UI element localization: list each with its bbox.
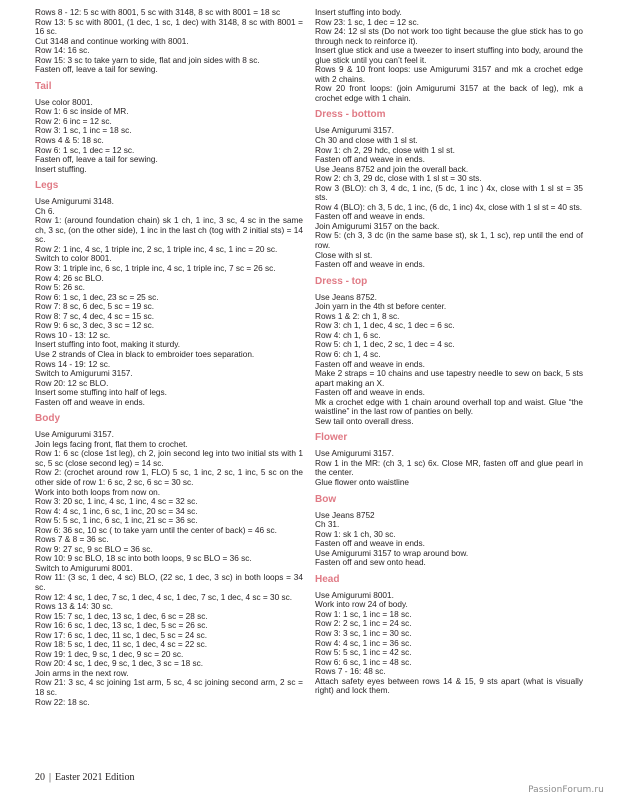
tail-row-3: Row 3: 1 sc, 1 inc = 18 sc.: [35, 126, 132, 136]
body-row-1: Row 1: 6 sc (close 1st leg), ch 2, join second leg into two initial sts with 1 sc, 5 sc (close second leg) = 14 sc.: [35, 449, 303, 468]
bow-fasten: Fasten off and weave in ends.: [315, 539, 425, 549]
bow-sew: Fasten off and sew onto head.: [315, 558, 426, 568]
head-work-row: Work into row 24 of body.: [315, 600, 408, 610]
dress-bottom-color: Use Amigurumi 3157.: [315, 126, 394, 136]
body-row-19: Row 19: 1 dec, 9 sc, 1 dec, 9 sc = 20 sc.: [35, 649, 184, 659]
heading-body: Body: [35, 413, 60, 425]
legs-row-8: Row 8: 7 sc, 4 dec, 4 sc = 15 sc.: [35, 311, 154, 321]
tail-rows-4-5: Rows 4 & 5: 18 sc.: [35, 136, 104, 146]
head-row-5: Row 5: 5 sc, 1 inc = 42 sc.: [315, 648, 412, 658]
body-switch-8001: Switch to Amigurumi 8001.: [35, 563, 133, 573]
tail-color: Use color 8001.: [35, 97, 93, 107]
body-row-4: Row 4: 4 sc, 1 inc, 6 sc, 1 inc, 20 sc = 34 sc.: [35, 506, 198, 516]
body-head-row-15: Row 15: 3 sc to take yarn to side, flat and join sides with 8 sc.: [35, 55, 260, 65]
body-glue-stick: Insert glue stick and use a tweezer to insert stuffing into body, around the glue stick until you can’t feel it.: [315, 46, 583, 65]
legs-switch-8001: Switch to color 8001.: [35, 254, 112, 264]
tail-stuffing: Insert stuffing.: [35, 164, 87, 174]
body-row-6: Row 6: 36 sc, 10 sc ( to take yarn until the center of back) = 46 sc.: [35, 525, 277, 535]
head-row-1: Row 1: 1 sc, 1 inc = 18 sc.: [315, 609, 412, 619]
dress-bottom-row-1: Row 1: ch 2, 29 hdc, close with 1 sl st.: [315, 145, 455, 155]
body-row-20: Row 20: 4 sc, 1 dec, 9 sc, 1 dec, 3 sc = 18 sc.: [35, 659, 204, 669]
body-rows-7-8: Rows 7 & 8 = 36 sc.: [35, 535, 109, 545]
dress-top-edge: Mk a crochet edge with 1 chain around overhall top and waist. Glue “the waistline” in the last row of panties on belly.: [315, 397, 583, 417]
flower-color: Use Amigurumi 3157.: [315, 449, 394, 459]
legs-row-9: Row 9: 6 sc, 3 dec, 3 sc = 12 sc.: [35, 321, 154, 331]
legs-switch-3157: Switch to Amigurumi 3157.: [35, 369, 133, 379]
heading-tail: Tail: [35, 80, 52, 92]
dress-bottom-fasten-2: Fasten off and weave in ends.: [315, 212, 425, 222]
edition-label: Easter 2021 Edition: [55, 772, 135, 783]
tail-row-2: Row 2: 6 inc = 12 sc.: [35, 116, 112, 126]
dress-top-color: Use Jeans 8752.: [315, 292, 377, 302]
dress-top-row-3: Row 3: ch 1, 1 dec, 4 sc, 1 dec = 6 sc.: [315, 321, 455, 331]
right-column: [315, 8, 583, 696]
body-row-10: Row 10: 9 sc BLO, 18 sc into both loops, 9 sc BLO = 36 sc.: [35, 554, 252, 564]
dress-top-row-4: Row 4: ch 1, 6 sc.: [315, 330, 381, 340]
body-insert-stuffing: Insert stuffing into body.: [315, 8, 402, 17]
head-color: Use Amigurumi 8001.: [315, 590, 394, 600]
body-head-fasten: Fasten off, leave a tail for sewing.: [35, 65, 158, 75]
body-row-11: Row 11: (3 sc, 1 dec, 4 sc) BLO, (22 sc, 1 dec, 3 sc) in both loops = 34 sc.: [35, 573, 303, 592]
body-join: Join legs facing front, flat them to crochet.: [35, 439, 188, 449]
legs-row-4: Row 4: 26 sc BLO.: [35, 273, 104, 283]
legs-stuffing-half: Insert some stuffing into half of legs.: [35, 388, 167, 398]
head-row-3: Row 3: 3 sc, 1 inc = 30 sc.: [315, 628, 412, 638]
body-join-arms: Join arms in the next row.: [35, 668, 129, 678]
bow-ch: Ch 31.: [315, 520, 340, 530]
head-rows-7-16: Rows 7 - 16: 48 sc.: [315, 667, 386, 677]
legs-ch: Ch 6.: [35, 206, 55, 216]
body-head-cut: Cut 3148 and continue working with 8001.: [35, 36, 189, 46]
dress-bottom-close: Close with sl st.: [315, 250, 373, 260]
body-head-row-13: Row 13: 5 sc with 8001, (1 dec, 1 sc, 1 dec) with 3148, 8 sc with 8001 = 16 sc.: [35, 17, 303, 37]
dress-top-fasten-2: Fasten off and weave in ends.: [315, 388, 425, 398]
body-row-3: Row 3: 20 sc, 1 inc, 4 sc, 1 inc, 4 sc = 32 sc.: [35, 497, 198, 507]
left-column: [35, 8, 303, 707]
body-row-23: Row 23: 1 sc, 1 dec = 12 sc.: [315, 17, 419, 27]
body-head-rows-8-12: Rows 8 - 12: 5 sc with 8001, 5 sc with 3148, 8 sc with 8001 = 18 sc: [35, 8, 281, 17]
legs-color: Use Amigurumi 3148.: [35, 197, 114, 207]
heading-flower: Flower: [315, 432, 348, 444]
dress-bottom-jeans: Use Jeans 8752 and join the overall back.: [315, 164, 469, 174]
body-row-24: Row 24: 12 sl sts (Do not work too tight because the glue stick has to go through neck to reinforce it).: [315, 27, 583, 46]
bow-color: Use Jeans 8752: [315, 510, 375, 520]
body-row-22: Row 22: 18 sc.: [35, 697, 90, 707]
body-row-2: Row 2: (crochet around row 1, FLO) 5 sc, 1 inc, 2 sc, 1 inc, 5 sc on the other side of row 1: 6 sc, 2 sc, 6 sc = 30 sc.: [35, 468, 303, 487]
body-row-17: Row 17: 6 sc, 1 dec, 11 sc, 1 dec, 5 sc = 24 sc.: [35, 630, 208, 640]
dress-top-rows-1-2: Rows 1 & 2: ch 1, 8 sc.: [315, 311, 400, 321]
page-footer: [35, 772, 134, 783]
heading-bow: Bow: [315, 493, 337, 505]
dress-top-fasten-1: Fasten off and weave in ends.: [315, 359, 425, 369]
body-row-5: Row 5: 5 sc, 1 inc, 6 sc, 1 inc, 21 sc = 36 sc.: [35, 516, 198, 526]
legs-rows-14-19: Rows 14 - 19: 12 sc.: [35, 359, 111, 369]
legs-fasten: Fasten off and weave in ends.: [35, 397, 145, 407]
body-row-12: Row 12: 4 sc, 1 dec, 7 sc, 1 dec, 4 sc, 1 dec, 7 sc, 1 dec, 4 sc = 30 sc.: [35, 592, 293, 602]
flower-glue: Glue flower onto waistline: [315, 477, 410, 487]
legs-rows-10-13: Rows 10 - 13: 12 sc.: [35, 330, 111, 340]
tail-fasten: Fasten off, leave a tail for sewing.: [35, 155, 158, 165]
legs-row-1: Row 1: (around foundation chain) sk 1 ch, 1 inc, 3 sc, 4 sc in the same ch, 3 sc, (on the other side), 1 inc in the last ch (tog with 2 initial sts) = 14 sc.: [35, 216, 303, 245]
dress-top-row-5: Row 5: ch 1, 1 dec, 2 sc, 1 dec = 4 sc.: [315, 340, 455, 350]
bow-row-1: Row 1: sk 1 ch, 30 sc.: [315, 529, 396, 539]
heading-head: Head: [315, 573, 340, 585]
watermark: PassionForum.ru: [528, 785, 604, 795]
dress-bottom-fasten-1: Fasten off and weave in ends.: [315, 155, 425, 165]
heading-legs: Legs: [35, 180, 59, 192]
legs-row-3: Row 3: 1 triple inc, 6 sc, 1 triple inc, 4 sc, 1 triple inc, 7 sc = 26 sc.: [35, 264, 276, 274]
bow-wrap: Use Amigurumi 3157 to wrap around bow.: [315, 548, 469, 558]
body-row-16: Row 16: 6 sc, 1 dec, 13 sc, 1 dec, 5 sc = 26 sc.: [35, 621, 208, 631]
dress-bottom-row-2: Row 2: ch 3, 29 dc, close with 1 sl st = 30 sts.: [315, 174, 482, 184]
body-rows-9-10-front: Rows 9 & 10 front loops: use Amigurumi 3157 and mk a crochet edge with 2 chains.: [315, 65, 583, 84]
legs-embroider: Use 2 strands of Clea in black to embroider toes separation.: [35, 349, 255, 359]
legs-row-5: Row 5: 26 sc.: [35, 283, 85, 293]
dress-bottom-row-5: Row 5: (ch 3, 3 dc (in the same base st), sk 1, 1 sc), rep until the end of row.: [315, 231, 583, 251]
body-row-21: Row 21: 3 sc, 4 sc joining 1st arm, 5 sc, 4 sc joining second arm, 2 sc = 18 sc.: [35, 678, 303, 697]
head-row-4: Row 4: 4 sc, 1 inc = 36 sc.: [315, 638, 412, 648]
heading-dress-top: Dress - top: [315, 275, 368, 287]
legs-row-7: Row 7: 8 sc, 6 dec, 5 sc = 19 sc.: [35, 302, 154, 312]
body-row-15: Row 15: 7 sc, 1 dec, 13 sc, 1 dec, 6 sc = 28 sc.: [35, 611, 208, 621]
dress-bottom-ch: Ch 30 and close with 1 sl st.: [315, 136, 418, 146]
dress-top-join: Join yarn in the 4th st before center.: [315, 302, 447, 312]
heading-dress-bottom: Dress - bottom: [315, 109, 386, 121]
legs-row-2: Row 2: 1 inc, 4 sc, 1 triple inc, 2 sc, 1 triple inc, 4 sc, 1 inc = 20 sc.: [35, 244, 278, 254]
body-work-both: Work into both loops from now on.: [35, 487, 161, 497]
head-row-2: Row 2: 2 sc, 1 inc = 24 sc.: [315, 619, 412, 629]
dress-bottom-row-4: Row 4 (BLO): ch 3, 5 dc, 1 inc, (6 dc, 1 inc) 4x, close with 1 sl st = 40 sts.: [315, 202, 583, 212]
legs-row-20: Row 20: 12 sc BLO.: [35, 378, 109, 388]
legs-row-6: Row 6: 1 sc, 1 dec, 23 sc = 25 sc.: [35, 292, 159, 302]
body-color: Use Amigurumi 3157.: [35, 430, 114, 440]
body-row-20-front: Row 20 front loops: (join Amigurumi 3157 at the back of leg), mk a crochet edge with 1 chain.: [315, 84, 583, 103]
page-number: 20: [35, 772, 45, 783]
footer-separator: |: [49, 772, 52, 783]
dress-bottom-join: Join Amigurumi 3157 on the back.: [315, 221, 440, 231]
dress-top-row-6: Row 6: ch 1, 4 sc.: [315, 349, 381, 359]
tail-row-1: Row 1: 6 sc inside of MR.: [35, 107, 129, 117]
dress-bottom-row-3: Row 3 (BLO): ch 3, 4 dc, 1 inc, (5 dc, 1 inc ) 4x, close with 1 sl st = 35 sts.: [315, 183, 583, 203]
body-row-9: Row 9: 27 sc, 9 sc BLO = 36 sc.: [35, 544, 153, 554]
dress-top-sew: Sew tail onto overall dress.: [315, 416, 414, 426]
flower-row-1: Row 1 in the MR: (ch 3, 1 sc) 6x. Close MR, fasten off and glue pearl in the center.: [315, 458, 583, 478]
body-row-18: Row 18: 5 sc, 1 dec, 11 sc, 1 dec, 4 sc = 22 sc.: [35, 640, 208, 650]
dress-top-straps: Make 2 straps = 10 chains and use tapestry needle to sew on back, 5 sts apart making an X.: [315, 369, 583, 388]
body-head-row-14: Row 14: 16 sc.: [35, 46, 90, 56]
dress-bottom-fasten-3: Fasten off and weave in ends.: [315, 260, 425, 270]
head-row-6: Row 6: 6 sc, 1 inc = 48 sc.: [315, 657, 412, 667]
head-safety-eyes: Attach safety eyes between rows 14 & 15, 9 sts apart (what is visually right) and lock them.: [315, 676, 583, 696]
legs-stuffing-foot: Insert stuffing into foot, making it sturdy.: [35, 340, 181, 350]
tail-row-6: Row 6: 1 sc, 1 dec = 12 sc.: [35, 145, 135, 155]
body-rows-13-14: Rows 13 & 14: 30 sc.: [35, 602, 113, 612]
